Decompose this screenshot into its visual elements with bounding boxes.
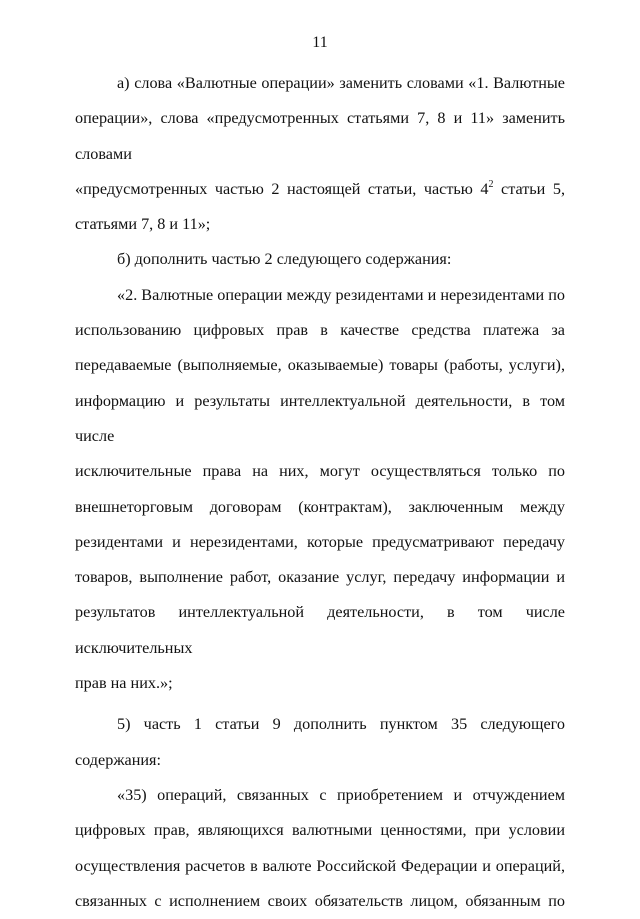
page-number: 11 — [312, 34, 328, 51]
text-line: цифровых прав, являющихся валютными ценностями, при условии — [75, 821, 565, 840]
document-body — [75, 66, 565, 919]
text-line: информацию и результаты интеллектуальной деятельности, в том числе — [75, 391, 565, 445]
text-line: операции», слова «предусмотренных статьями 7, 8 и 11» заменить словами — [75, 109, 565, 163]
text-line — [75, 172, 565, 207]
text-line: осуществления расчетов в валюте Российской Федерации и операций, — [75, 856, 565, 875]
text-line: связанных с исполнением своих обязательств лицом, обязанным по — [75, 891, 565, 910]
text-line: а) слова «Валютные операции» заменить словами «1. Валютные — [117, 74, 565, 92]
text-line: исключительные права на них, могут осуществляться только по — [75, 462, 565, 481]
text-line: «35) операций, связанных с приобретением и отчуждением — [117, 785, 565, 804]
superscript: 2 — [488, 178, 494, 190]
text-line: товаров, выполнение работ, оказание услуг, передачу информации и — [75, 568, 565, 587]
text-span: статьи 5, — [493, 179, 565, 198]
text-line: «2. Валютные операции между резидентами и нерезидентами по — [117, 285, 565, 304]
text-line: б) дополнить частью 2 следующего содержания: — [117, 250, 452, 269]
text-line: использованию цифровых прав в качестве средства платежа за — [75, 321, 565, 340]
text-line: статьями 7, 8 и 11»; — [75, 215, 211, 234]
text-line: резидентами и нерезидентами, которые предусматривают передачу — [75, 532, 565, 551]
text-line: передаваемые (выполняемые, оказываемые) товары (работы, услуги), — [75, 356, 565, 375]
text-line: внешнеторговым договорам (контрактам), заключенным между — [75, 497, 565, 516]
text-line: результатов интеллектуальной деятельности, в том числе исключительных — [75, 603, 565, 657]
text-line: прав на них.»; — [75, 674, 173, 693]
text-line: 5) часть 1 статьи 9 дополнить пунктом 35 следующего содержания: — [75, 715, 565, 769]
text-span: «предусмотренных частью 2 настоящей статьи, частью 4 — [75, 179, 489, 198]
